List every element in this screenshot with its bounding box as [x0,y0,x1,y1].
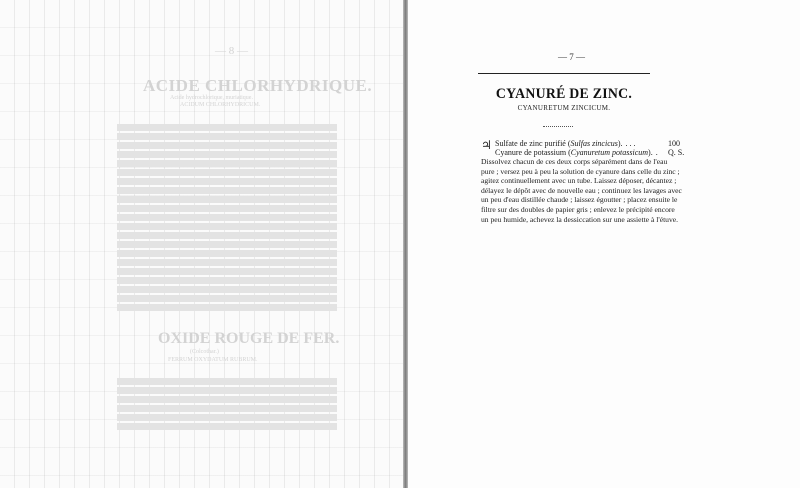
ingredient-line: Sulfate de zinc purifié (Sulfas zincicus). . . . 100 [495,139,680,148]
separator-dots [543,126,573,127]
ingredient-line: Cyanure de potassium (Cyanuretum potassicum). . Q. S. [495,148,685,157]
text-line: filtre sur des doubles de papier gris ; enlevez le précipité encore [481,204,675,214]
bleed-subtitle: Acide hydrochlorique, muriatique. [170,95,253,101]
text-line: délayez le dépôt avec de nouvelle eau ; continuez les lavages avec [481,185,682,195]
text-line: agitez continuellement avec un tube. Laissez déposer, décantez ; [481,176,677,186]
text-line: pure ; versez peu à peu la solution de cyanure dans celle du zinc ; [481,166,680,176]
bleed-subtitle-4: FERRUM OXYDATUM RUBRUM. [168,357,258,363]
text-line: Dissolvez chacun de ces deux corps séparément dans de l'eau [481,157,668,166]
bleed-subtitle-3: (Colcothar.) [190,349,219,355]
text-line: un peu humide, achevez la dessiccation sur une assiette à l'étuve. [481,214,679,224]
page-number: — 7 — [558,52,585,62]
instructions-paragraph [481,157,684,224]
bleed-title: ACIDE CHLORHYDRIQUE. [143,76,373,95]
bleed-page-number: — 8 — [215,45,248,57]
header-rule [478,73,650,74]
bleed-subtitle-latin: ACIDUM CHLORHYDRICUM. [180,102,261,108]
bleed-title-2: OXIDE ROUGE DE FER. [158,330,340,347]
page-subtitle: CYANURETUM ZINCICUM. [517,104,611,112]
ingredient-quantity: 100 [668,139,680,148]
text-line: un peu d'eau distillée chaude ; laissez égoutter ; placez ensuite le [481,195,678,205]
recipe-symbol: ♃ [481,138,492,152]
page-title: CYANURÉ DE ZINC. [495,86,633,102]
bleed-text-block-1 [117,124,337,313]
bleed-text-block-2 [117,378,337,432]
ingredient-quantity: Q. S. [668,148,685,157]
